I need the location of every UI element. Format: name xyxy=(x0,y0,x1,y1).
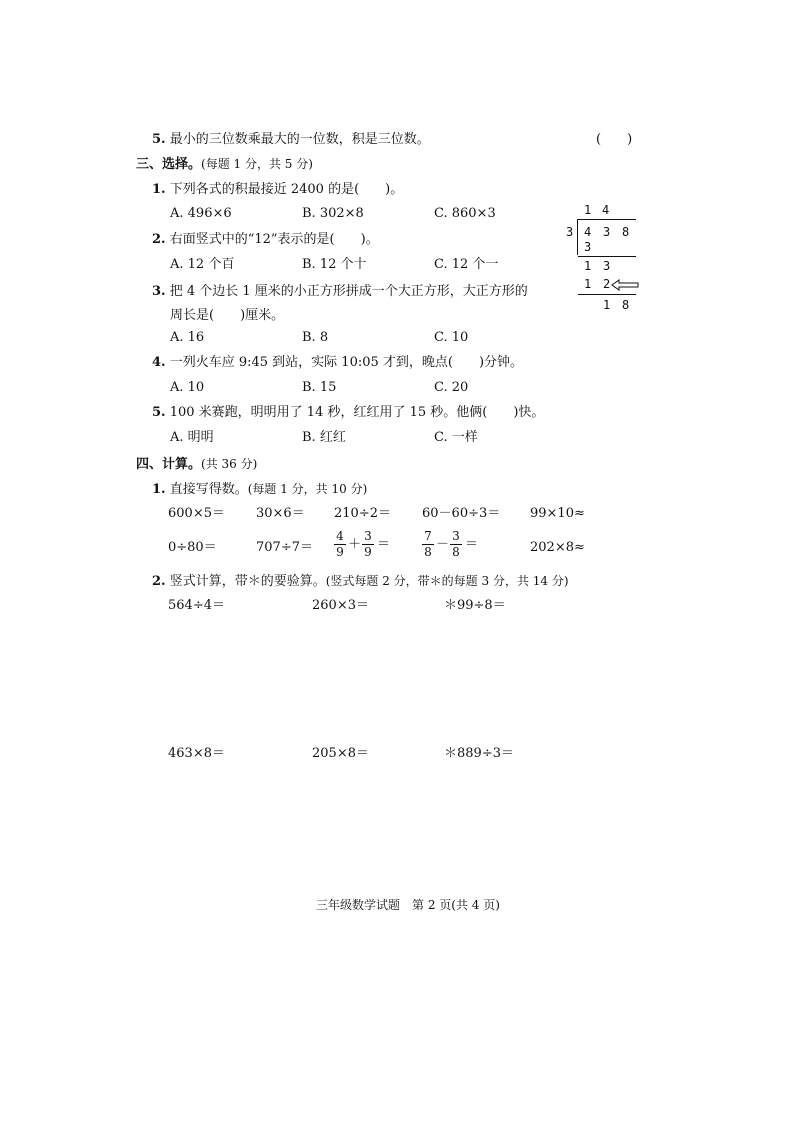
question-text: 竖式计算，带＊的要验算。 xyxy=(169,574,326,589)
question-text: 100 米赛跑，明明用了 14 秒，红红用了 15 秒。他俩( )快。 xyxy=(169,405,545,420)
numerator: 3 xyxy=(452,529,460,543)
question-text-continued: 周长是( )厘米。 xyxy=(170,308,285,323)
divisor: 3 xyxy=(566,225,574,239)
expression: 0÷80＝ xyxy=(168,540,217,555)
option-a[interactable]: A. 496×6 xyxy=(170,206,232,221)
denominator: 9 xyxy=(336,545,344,559)
option-a[interactable]: A. 12 个百 xyxy=(170,257,235,272)
denominator: 9 xyxy=(364,545,372,559)
hollow-arrow-left-icon xyxy=(611,279,639,291)
numerator: 7 xyxy=(424,529,432,543)
highlight-digit: 2 xyxy=(603,277,611,291)
choice-question-2 xyxy=(152,232,379,248)
option-c[interactable]: C. 20 xyxy=(434,380,469,395)
choice-question-4 xyxy=(152,355,523,371)
denominator: 8 xyxy=(452,545,460,559)
minus-sign: － xyxy=(436,537,450,552)
vertical-calc-expression: ＊99÷8＝ xyxy=(444,598,506,613)
option-a[interactable]: A. 明明 xyxy=(170,430,214,445)
remainder-digit: 1 xyxy=(603,298,611,312)
numerator: 3 xyxy=(364,529,372,543)
step-digit: 1 xyxy=(584,259,592,273)
question-number: 4. xyxy=(152,355,166,370)
fraction xyxy=(422,530,434,559)
equals-sign: ＝ xyxy=(377,537,391,552)
calc-question-1 xyxy=(152,481,367,498)
step-digit: 3 xyxy=(603,259,611,273)
fraction xyxy=(334,530,346,559)
question-text: 把 4 个边长 1 厘米的小正方形拼成一个大正方形，大正方形的 xyxy=(169,284,528,299)
option-b[interactable]: B. 12 个十 xyxy=(302,257,367,272)
answer-paren[interactable]: ( ) xyxy=(596,132,633,147)
vertical-calc-expression: 205×8＝ xyxy=(312,746,369,761)
numerator: 4 xyxy=(336,529,344,543)
vertical-calc-expression: 564÷4＝ xyxy=(168,598,225,613)
option-a[interactable]: A. 16 xyxy=(170,330,205,345)
question-number: 2. xyxy=(152,574,166,589)
expression: 30×6＝ xyxy=(256,506,305,521)
question-number: 1. xyxy=(152,182,166,197)
plus-sign: ＋ xyxy=(348,537,362,552)
choice-question-5 xyxy=(152,405,544,421)
question-number: 2. xyxy=(152,232,166,247)
choice-question-3 xyxy=(152,284,528,300)
highlight-digit: 1 xyxy=(584,277,592,291)
judge-item-5 xyxy=(152,132,430,148)
division-bracket xyxy=(577,219,578,255)
question-text: 右面竖式中的“12”表示的是( )。 xyxy=(169,232,379,247)
option-b[interactable]: B. 8 xyxy=(302,330,329,345)
option-b[interactable]: B. 302×8 xyxy=(302,206,364,221)
expression: 99×10≈ xyxy=(530,506,585,521)
option-c[interactable]: C. 12 个一 xyxy=(434,257,499,272)
section-title: 四、计算。 xyxy=(136,457,202,472)
expression: 707÷7＝ xyxy=(256,540,313,555)
option-c[interactable]: C. 860×3 xyxy=(434,206,496,221)
calc-question-2 xyxy=(152,573,569,590)
page-footer: 三年级数学试题 第 2 页(共 4 页) xyxy=(316,898,500,912)
question-note: (竖式每题 2 分，带＊的每题 3 分，共 14 分) xyxy=(325,574,569,588)
dividend-digit: 8 xyxy=(622,225,630,239)
remainder-digit: 8 xyxy=(622,298,630,312)
question-text: 一列火车应 9:45 到站，实际 10:05 才到，晚点( )分钟。 xyxy=(169,355,524,370)
option-c[interactable]: C. 10 xyxy=(434,330,469,345)
vertical-calc-expression: 463×8＝ xyxy=(168,746,225,761)
question-text: 下列各式的积最接近 2400 的是( )。 xyxy=(169,182,404,197)
vertical-calc-expression: ＊889÷3＝ xyxy=(444,746,514,761)
judge-item-number: 5. xyxy=(152,132,166,147)
expression: 60－60÷3＝ xyxy=(422,506,501,521)
denominator: 8 xyxy=(424,545,432,559)
section-note: (每题 1 分，共 5 分) xyxy=(201,157,313,171)
dividend-digit: 4 xyxy=(584,225,592,239)
section-4-heading xyxy=(136,456,257,473)
option-b[interactable]: B. 红红 xyxy=(302,430,346,445)
expression: 202×8≈ xyxy=(530,540,585,555)
step-digit: 3 xyxy=(584,240,592,254)
section-title: 三、选择。 xyxy=(136,157,202,172)
section-note: (共 36 分) xyxy=(201,457,258,471)
choice-question-1 xyxy=(152,182,403,198)
question-text: 直接写得数。 xyxy=(169,482,248,497)
step-line xyxy=(578,256,636,257)
question-number: 5. xyxy=(152,405,166,420)
quotient-digit: 1 xyxy=(584,203,592,217)
step-line xyxy=(578,294,636,295)
expression: 210÷2＝ xyxy=(334,506,391,521)
quotient-digit: 4 xyxy=(602,203,610,217)
option-c[interactable]: C. 一样 xyxy=(434,430,478,445)
section-3-heading xyxy=(136,156,313,173)
fraction xyxy=(362,530,374,559)
fraction xyxy=(450,530,462,559)
equals-sign: ＝ xyxy=(465,537,479,552)
question-number: 1. xyxy=(152,482,166,497)
expression: 600×5＝ xyxy=(168,506,225,521)
option-b[interactable]: B. 15 xyxy=(302,380,337,395)
division-bar xyxy=(578,219,636,220)
option-a[interactable]: A. 10 xyxy=(170,380,205,395)
dividend-digit: 3 xyxy=(603,225,611,239)
question-note: (每题 1 分，共 10 分) xyxy=(247,482,368,496)
vertical-calc-expression: 260×3＝ xyxy=(312,598,369,613)
question-number: 3. xyxy=(152,284,166,299)
judge-item-text: 最小的三位数乘最大的一位数，积是三位数。 xyxy=(169,132,430,147)
